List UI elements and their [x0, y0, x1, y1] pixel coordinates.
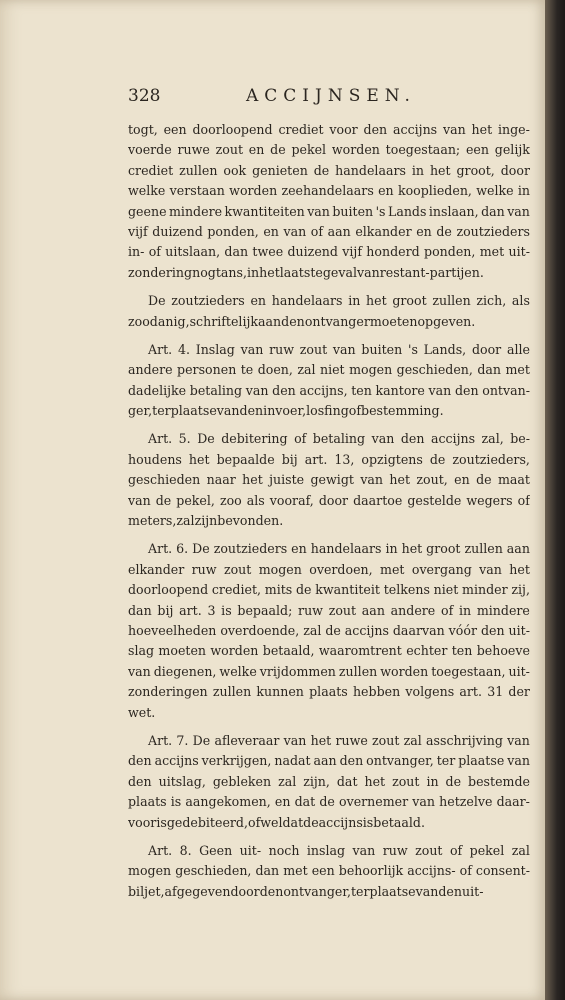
paragraph [128, 291, 530, 332]
text-line: slag moeten worden betaald, waaromtrent echter ten behoeve [128, 643, 530, 659]
paragraph [128, 841, 530, 902]
text-line: Art. 8. Geen uit- noch inslag van ruw zout of pekel zal [148, 842, 530, 858]
text-line: zoodanig, schriftelijk aan den ontvanger moeten opgeven. [128, 313, 476, 329]
text-line: in- of uitslaan, dan twee duizend vijf honderd ponden, met uit- [128, 244, 530, 260]
text-line: dan bij art. 3 is bepaald; ruw zout aan andere of in mindere [128, 602, 530, 618]
text-line: geene mindere kwantiteiten van buiten 's Lands inslaan, dan van [128, 203, 530, 219]
text-line: andere personen te doen, zal niet mogen geschieden, dan met [128, 362, 530, 378]
text-line: geschieden naar het juiste gewigt van het zout, en de maat [128, 472, 530, 488]
page-number: 328 [128, 86, 161, 106]
text-line: ger, ter plaatse van den invoer, losfing of bestemming. [128, 403, 444, 419]
text-line: meters, zal zijn bevonden. [128, 513, 284, 529]
text-line: voor is gedebiteerd, of wel dat de accijns is betaald. [128, 814, 425, 830]
text-line: Art. 4. Inslag van ruw zout van buiten 's Lands, door alle [148, 341, 530, 357]
text-line: houdens het bepaalde bij art. 13, opzigtens de zoutzieders, [128, 451, 530, 467]
text-line: biljet, afgegeven door den ontvanger, ter plaatse van den uit- [128, 883, 484, 899]
text-line: voerde ruwe zout en de pekel worden toegestaan; een gelijk [128, 142, 530, 158]
text-line: togt, een doorloopend crediet voor den accijns van het inge- [128, 122, 530, 137]
text-line: welke verstaan worden zeehandelaars en kooplieden, welke in [128, 183, 530, 199]
text-line: hoeveelheden overdoende, zal de accijns daarvan vóór den uit- [128, 622, 530, 638]
paragraph [128, 429, 530, 531]
text-line: crediet zullen ook genieten de handelaars in het groot, door [128, 162, 530, 178]
text-line: wet. [128, 704, 156, 720]
text-line: De zoutzieders en handelaars in het groot zullen zich, als [148, 293, 530, 309]
text-line: doorloopend crediet, mits de kwantiteit telkens niet minder zij, [128, 582, 530, 598]
text-line: mogen geschieden, dan met een behoorlijk accijns- of consent- [128, 863, 530, 879]
text-line: dadelijke betaling van den accijns, ten kantore van den ontvan- [128, 382, 530, 398]
paragraph [128, 120, 530, 283]
text-line: den accijns verkrijgen, nadat aan den ontvanger, ter plaatse van [128, 753, 530, 769]
page-body [128, 120, 530, 910]
page-header [128, 86, 528, 108]
paragraph [128, 340, 530, 422]
text-line: Art. 6. De zoutzieders en handelaars in het groot zullen aan [148, 541, 530, 557]
text-line: den uitslag, gebleken zal zijn, dat het zout in de bestemde [128, 773, 530, 789]
paragraph [128, 731, 530, 833]
text-line: Art. 7. De afleveraar van het ruwe zout zal asschrijving van [148, 732, 530, 748]
paragraph [128, 539, 530, 723]
text-line: van diegenen, welke vrijdommen zullen worden toegestaan, uit- [128, 663, 530, 679]
text-line: vijf duizend ponden, en van of aan elkander en de zoutzieders [128, 223, 530, 239]
book-gutter [545, 0, 565, 1000]
text-line: zonderingen zullen kunnen plaats hebben volgens art. 31 der [128, 684, 530, 700]
text-line: plaats is aangekomen, en dat de overnemer van hetzelve daar- [128, 794, 530, 810]
text-line: zondering nogtans, in het laatste geval van restant-partijen. [128, 264, 484, 280]
text-line: Art. 5. De debitering of betaling van den accijns zal, be- [148, 431, 530, 447]
text-line: elkander ruw zout mogen overdoen, met overgang van het [128, 561, 530, 577]
text-line: van de pekel, zoo als vooraf, door daartoe gestelde wegers of [128, 492, 530, 508]
running-head: ACCIJNSEN. [246, 86, 416, 106]
